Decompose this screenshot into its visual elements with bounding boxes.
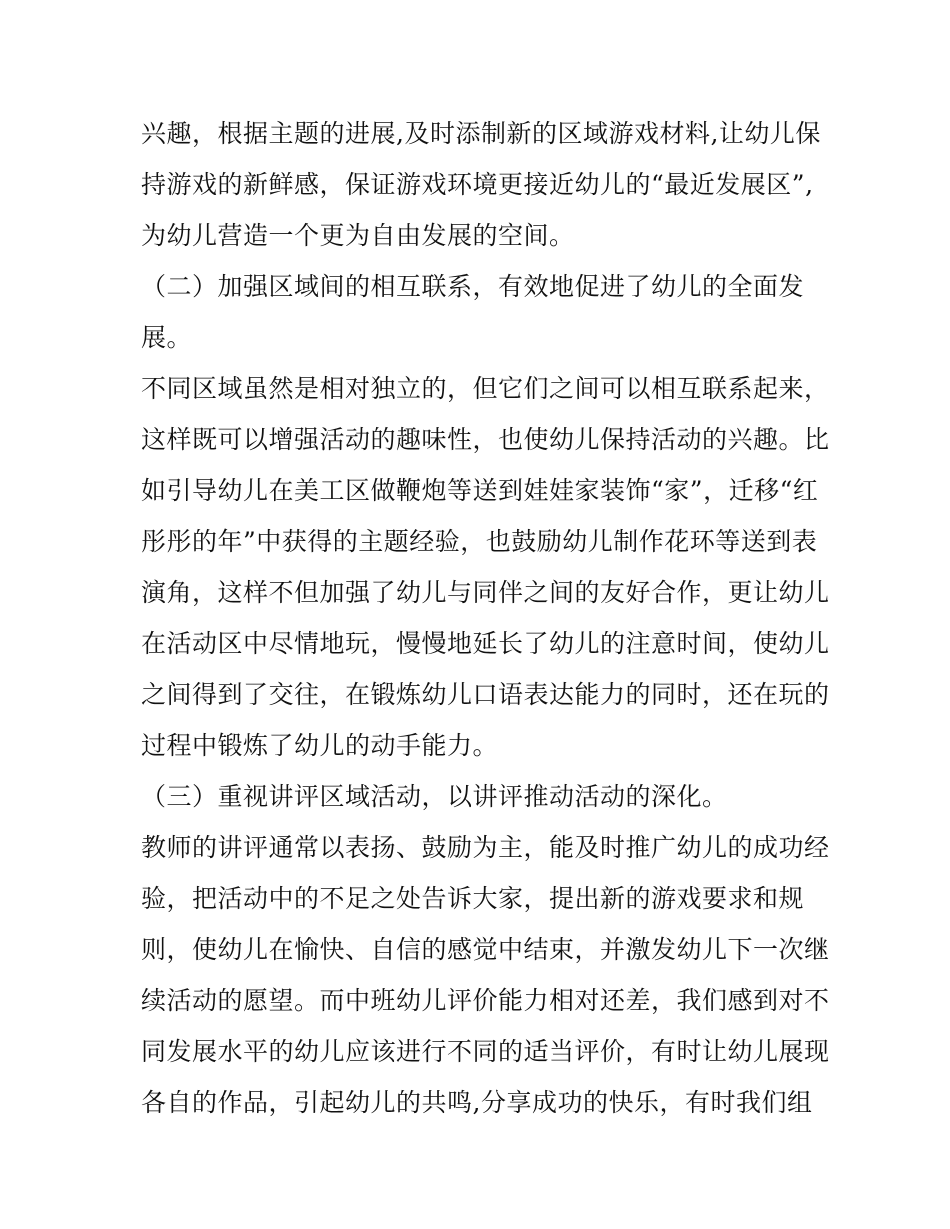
text-line: 彤彤的年”中获得的主题经验，也鼓励幼儿制作花环等送到表 (141, 527, 818, 556)
text-line: 这样既可以增强活动的趣味性，也使幼儿保持活动的兴趣。比 (141, 425, 830, 454)
text-line: 则，使幼儿在愉快、自信的感觉中结束，并激发幼儿下一次继 (141, 935, 830, 964)
text-line: 教师的讲评通常以表扬、鼓励为主，能及时推广幼儿的成功经 (141, 833, 830, 862)
text-line: 同发展水平的幼儿应该进行不同的适当评价，有时让幼儿展现 (141, 1037, 830, 1066)
text-line: 如引导幼儿在美工区做鞭炮等送到娃娃家装饰“家”，迁移“红 (141, 476, 819, 505)
text-line: 验，把活动中的不足之处告诉大家，提出新的游戏要求和规 (141, 884, 805, 913)
text-line: 兴趣，根据主题的进展,及时添制新的区域游戏材料,让幼儿保 (141, 119, 821, 148)
text-line: 续活动的愿望。而中班幼儿评价能力相对还差，我们感到对不 (141, 986, 830, 1015)
section-heading: 展。 (141, 323, 193, 352)
body-text (141, 108, 830, 1128)
text-line: 持游戏的新鲜感，保证游戏环境更接近幼儿的“最近发展区”, (141, 170, 814, 199)
text-line: 之间得到了交往，在锻炼幼儿口语表达能力的同时，还在玩的 (141, 680, 830, 709)
text-line: 过程中锻炼了幼儿的动手能力。 (141, 731, 499, 760)
section-heading: （二）加强区域间的相互联系，有效地促进了幼儿的全面发 (141, 272, 805, 301)
text-line: 演角，这样不但加强了幼儿与同伴之间的友好合作，更让幼儿 (141, 578, 830, 607)
text-line: 在活动区中尽情地玩，慢慢地延长了幼儿的注意时间，使幼儿 (141, 629, 830, 658)
text-line: 为幼儿营造一个更为自由发展的空间。 (141, 221, 575, 250)
section-heading: （三）重视讲评区域活动，以讲评推动活动的深化。 (141, 782, 728, 811)
text-line: 各自的作品，引起幼儿的共鸣,分享成功的快乐，有时我们组 (141, 1088, 813, 1117)
text-line: 不同区域虽然是相对独立的，但它们之间可以相互联系起来， (141, 374, 830, 403)
